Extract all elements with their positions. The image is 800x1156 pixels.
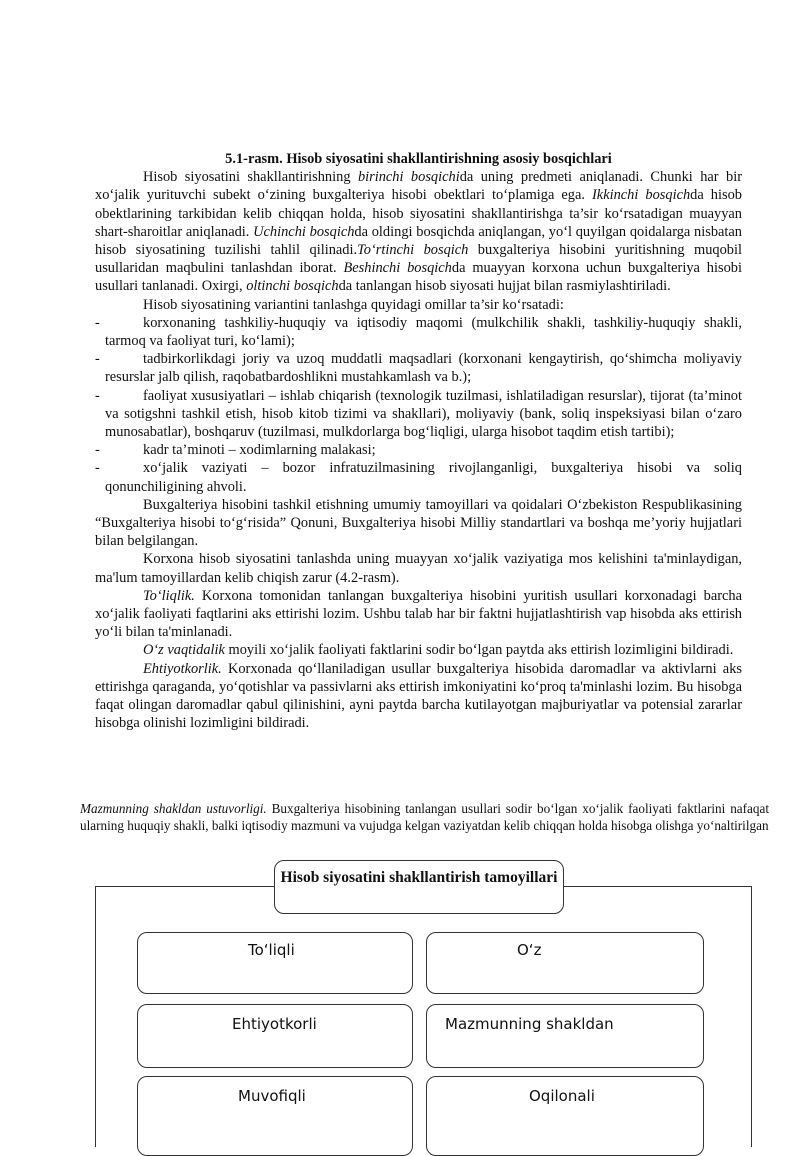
paragraph-stages [95, 168, 742, 295]
bullet-dash: - [95, 314, 100, 331]
diagram-box-consistency: Muvofiqli [137, 1076, 413, 1156]
diagram-box-rationality: Oqilonali [426, 1076, 704, 1156]
bullet-text: korxonaning tashkiliy-huquqiy va iqtisodiy maqomi (mulkchilik shakli, tashkiliy-huquqiy shakli, tarmoq va faoliyat turi, ko‘lami); [105, 314, 742, 350]
bullet-dash: - [95, 442, 100, 459]
text-run: da hisob obektlarining tarkibidan kelib chiqqan holda, hisob siyosatini shakllantirishga ta’sir ko‘rsatadigan muayyan shart-sharoitlar aniqlanadi. [95, 187, 742, 240]
principle-name: O‘z vaqtidalik [143, 642, 225, 659]
paragraph-general-principles: Buxgalteriya hisobini tashkil etishning umumiy tamoyillari va qoidalari O‘zbekiston Respublikasining “Buxgalteriya hisobi to‘g‘risida” Qonuni, Buxgalteriya hisobi Milliy standartlari va boshqa me’yoriy hujjatlari bilan belgilangan. [95, 496, 742, 550]
paragraph-prudence [95, 660, 742, 733]
principle-name: Mazmunning shakldan ustuvorligi. [80, 801, 267, 816]
paragraph-substance-over-form [80, 801, 769, 834]
bullet-text: kadr ta’minoti – xodimlarning malakasi; [143, 442, 376, 459]
figure-caption: 5.1-rasm. Hisob siyosatini shakllantirishning asosiy bosqichlari [225, 151, 612, 167]
bullet-dash: - [95, 387, 100, 404]
paragraph-timeliness [95, 641, 742, 659]
text-run: da muayyan korxona uchun buxgalteriya hisobi usullari tanlanadi. Oxirgi, [95, 260, 742, 295]
text-run: Korxona tomonidan tanlangan buxgalteriya hisobini yuritish usullari korxonadagi barcha xo‘jalik faoliyati faqtlarini aks ettirishi lozim. Ushbu talab har bir faktni hujjatlashtirish vap hisobda aks ettirish yo‘li bilan ta'minlanadi. [95, 587, 742, 641]
text-run: Buxgalteriya hisobining tanlangan usullari sodir bo‘lgan xo‘jalik faoliyati faktlarini nafaqat ularning huquqiy shakli, balki iqtisodiy mazmuni va vujudga kelgan vaziyatdan kelib chiqqan holda hisobga olishga yo‘naltirilgan [80, 801, 769, 833]
emphasis-run: birinchi bosqichi [357, 169, 460, 186]
bullet-text: xo‘jalik vaziyati – bozor infratuzilmasining rivojlanganligi, buxgalteriya hisobi va soliq qonunchiligining ahvoli. [105, 460, 742, 495]
bullet-item [95, 387, 742, 442]
emphasis-run: Ikkinchi bosqich [592, 187, 691, 204]
diagram-box-prudence: Ehtiyotkorli [137, 1004, 413, 1068]
principle-name: Ehtiyotkorlik. [143, 660, 222, 677]
bullet-item [95, 441, 742, 459]
paragraph-principles-choice: Korxona hisob siyosatini tanlashda uning muayyan xo‘jalik vaziyatiga mos kelishini ta'minlaydigan, ma'lum tamoyillardan kelib chiqish zarur (4.2-rasm). [95, 551, 742, 586]
text-run: da uning predmeti aniqlanadi. Chunki har bir xo‘jalik yurituvchi subekt o‘zining buxgalteriya hisobi obektlari to‘plamiga ega. [95, 169, 743, 204]
emphasis-run: Beshinchi bosqich [343, 260, 452, 277]
bullet-item [95, 350, 742, 386]
bullet-item [95, 459, 742, 495]
text-run: buxgalteriya hisobini yuritishning muqobil usullaridan maqbulini tanlashdan iborat. [95, 242, 742, 277]
emphasis-run: oltinchi bosqich [246, 278, 339, 295]
bullet-item [95, 314, 742, 350]
principle-name: To‘liqlik. [143, 587, 195, 604]
emphasis-run: Uchinchi bosqich [253, 223, 355, 240]
bullet-dash: - [95, 351, 100, 368]
paragraph-factors-intro: Hisob siyosatining variantini tanlashga quyidagi omillar ta’sir ko‘rsatadi: [143, 296, 564, 313]
diagram-box-completeness: To‘liqli [137, 932, 413, 994]
paragraph-completeness [95, 587, 742, 642]
diagram-box-substance: Mazmunning shakldan [426, 1004, 704, 1068]
main-text [95, 150, 742, 733]
bullet-text: tadbirkorlikdagi joriy va uzoq muddatli maqsadlari (korxonani kengaytirish, qo‘shimcha moliyaviy resurslar jalb qilish, raqobatbardoshlikni mustahkamlash va b.); [105, 351, 742, 386]
bullet-text: faoliyat xususiyatlari – ishlab chiqarish (texnologik tuzilmasi, ishlatiladigan resurslar), tijorat (ta’minot va sotigshni tashkil etish, hisob kitob tizimi va shakllari), moliyaviy (bank, soliq inspeksiyasi bilan o‘zaro munosabatlar), boshqaruv (tuzilmasi, mulkdorlarga bog‘liqligi, ularga hisobot taqdim etish tartibi); [105, 387, 742, 441]
text-run: Hisob siyosatini shakllantirishning [143, 169, 358, 186]
text-run: moyili xo‘jalik faoliyati faktlarini sodir bo‘lgan paytda aks ettirish lozimligini bildiradi. [224, 642, 734, 659]
diagram-box-timeliness: O‘z [426, 932, 704, 994]
bullet-dash: - [95, 460, 100, 477]
emphasis-run: To‘rtinchi bosqich [357, 242, 469, 259]
text-run: Korxonada qo‘llaniladigan usullar buxgalteriya hisobida daromadlar va aktivlarni aks ettirishga qaraganda, yo‘qotishlar va passivlarni aks ettirish imkoniyatini ko‘proq ta'minlashi lozim. Bu hisobga faqat olingan daromadlar qabul qilinishini, ayni paytda barcha kutilayotgan majburiyatlar va potensial zararlar hisobga olinishi lozimligini bildiradi. [95, 660, 742, 732]
text-run: da tanlangan hisob siyosati hujjat bilan rasmiylashtiriladi. [338, 278, 671, 295]
text-run: da oldingi bosqichda aniqlangan, yo‘l quyilgan qoidalarga nisbatan hisob siyosatining tuzilishi tahlil qilinadi. [95, 223, 743, 259]
diagram-title-box: Hisob siyosatini shakllantirish tamoyillari [274, 860, 564, 914]
